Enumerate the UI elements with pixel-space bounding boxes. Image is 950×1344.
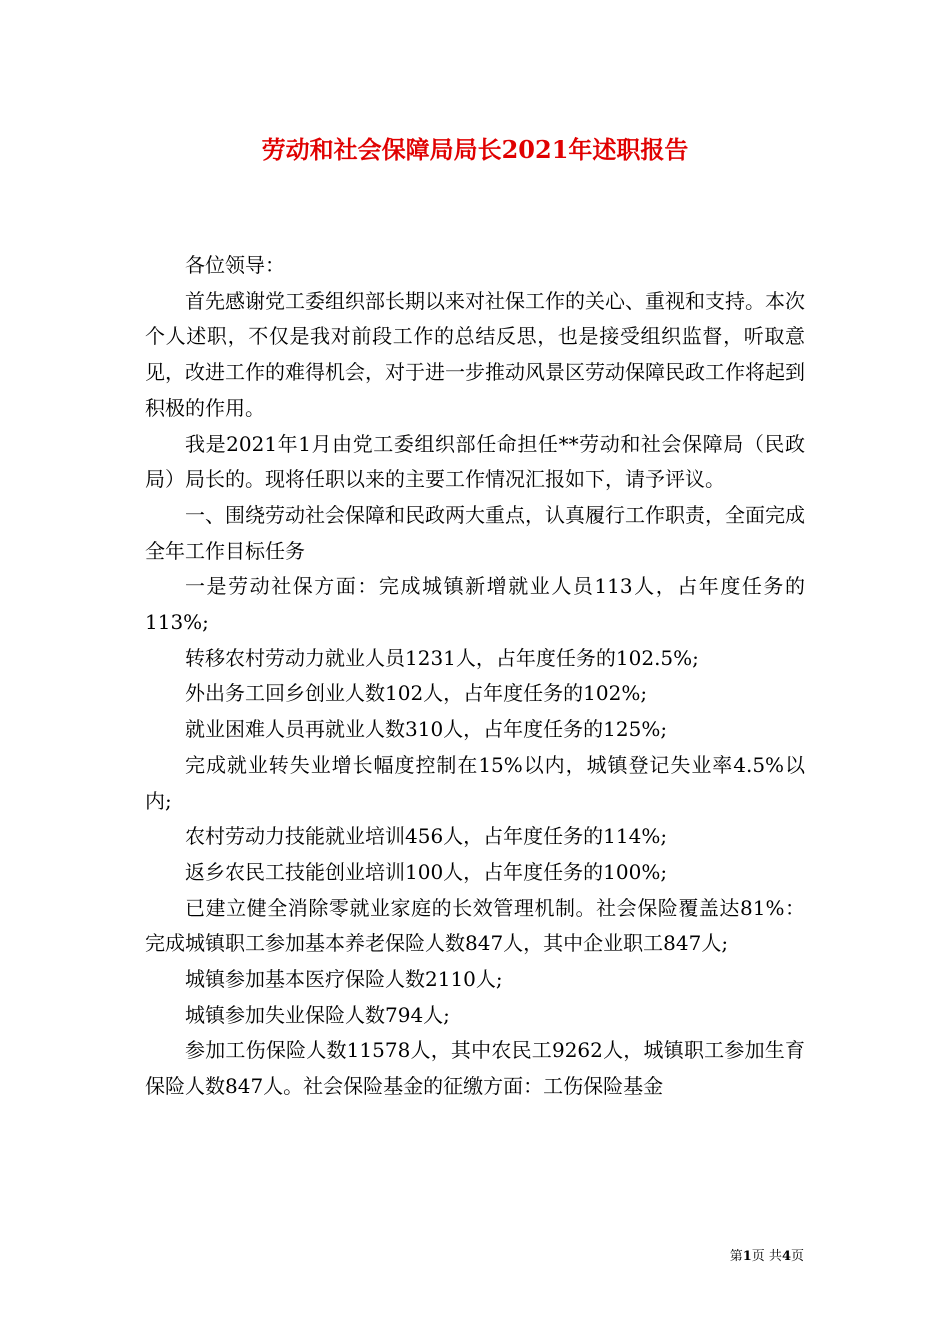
paragraph: 返乡农民工技能创业培训100人，占年度任务的100%; <box>185 859 668 884</box>
paragraph: 农村劳动力技能就业培训456人，占年度任务的114%; <box>185 824 668 849</box>
paragraph: 已建立健全消除零就业家庭的长效管理机制。社会保险覆盖达81%：完成城镇职工参加基本养老保险人数847人，其中企业职工847人; <box>145 895 805 956</box>
paragraph: 一是劳动社保方面：完成城镇新增就业人员113人，占年度任务的113%; <box>145 574 805 635</box>
paragraph: 各位领导： <box>185 253 285 277</box>
paragraph: 城镇参加基本医疗保险人数2110人; <box>185 967 503 992</box>
paragraph: 完成就业转失业增长幅度控制在15%以内，城镇登记失业率4.5%以内; <box>145 752 805 813</box>
paragraph: 我是2021年1月由党工委组织部任命担任**劳动和社会保障局（民政局）局长的。现将任职以来的主要工作情况汇报如下，请予评议。 <box>145 431 805 492</box>
footer-suffix: 页 <box>790 1249 804 1264</box>
paragraph: 城镇参加失业保险人数794人; <box>185 1002 450 1027</box>
current-page-number: 1 <box>742 1249 752 1264</box>
paragraph: 一、围绕劳动社会保障和民政两大重点，认真履行工作职责，全面完成全年工作目标任务 <box>145 502 805 563</box>
paragraph: 首先感谢党工委组织部长期以来对社保工作的关心、重视和支持。本次个人述职，不仅是我对前段工作的总结反思，也是接受组织监督，听取意见，改进工作的难得机会，对于进一步推动风景区劳动保障民政工作将起到积极的作用。 <box>145 288 805 420</box>
footer-middle: 页 共 <box>751 1249 782 1264</box>
paragraph: 转移农村劳动力就业人员1231人，占年度任务的102.5%; <box>185 645 699 670</box>
total-page-number: 4 <box>781 1249 791 1264</box>
paragraph: 参加工伤保险人数11578人，其中农民工9262人，城镇职工参加生育保险人数847人。社会保险基金的征缴方面：工伤保险基金 <box>145 1038 805 1099</box>
document-body <box>145 248 805 1105</box>
document-title: 劳动和社会保障局局长2021年述职报告 <box>261 135 689 164</box>
footer-prefix: 第 <box>729 1249 743 1264</box>
paragraph: 就业困难人员再就业人数310人，占年度任务的125%; <box>185 717 668 742</box>
page-footer <box>730 1248 804 1266</box>
paragraph: 外出务工回乡创业人数102人，占年度任务的102%; <box>185 681 648 706</box>
